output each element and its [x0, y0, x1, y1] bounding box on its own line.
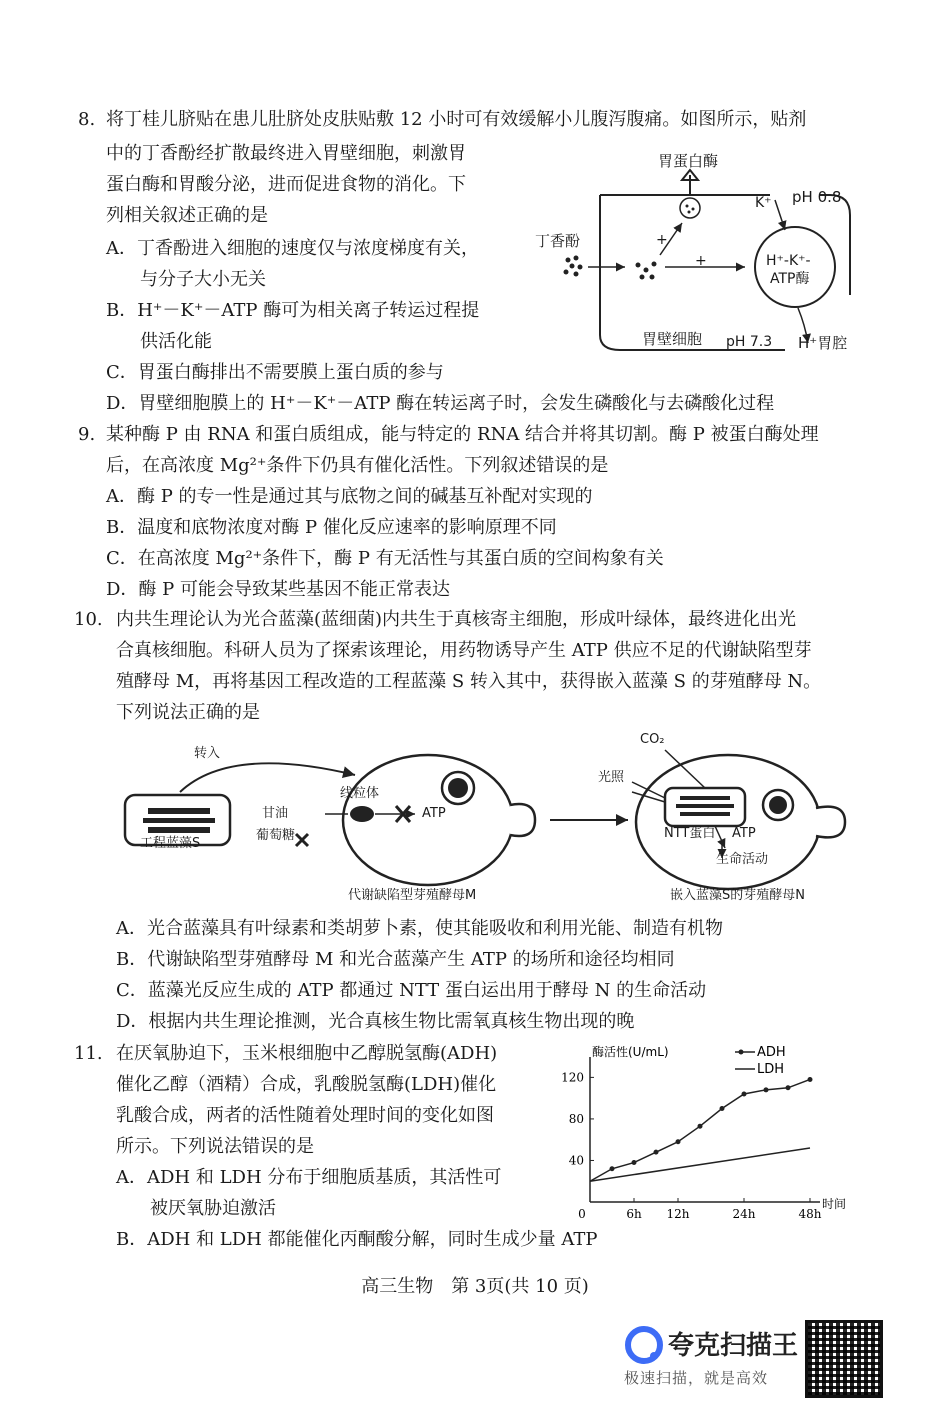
q8-option-d: D．胃壁细胞膜上的 H⁺－K⁺－ATP 酶在转运离子时，会发生磷酸化与去磷酸化过程	[106, 393, 775, 414]
ph-outside-label: pH 0.8	[792, 188, 842, 206]
q11-option-b: B．ADH 和 LDH 都能催化丙酮酸分解，同时生成少量 ATP	[116, 1229, 598, 1250]
k-in-arrow	[775, 200, 785, 230]
x-tick-label: 6h	[626, 1207, 642, 1221]
q9-option-d: D．酶 P 可能会导致某些基因不能正常表达	[106, 579, 450, 600]
transfer-arrow	[180, 763, 355, 792]
plus-sign-1: +	[656, 232, 668, 248]
eugenol-label: 丁香酚	[535, 232, 581, 250]
q11-line-1: 在厌氧胁迫下，玉米根细胞中乙醇脱氢酶(ADH)	[116, 1043, 498, 1064]
x-tick-label: 12h	[666, 1207, 690, 1221]
data-point-adh	[742, 1092, 747, 1097]
data-point-adh	[808, 1077, 813, 1082]
data-point-adh	[676, 1139, 681, 1144]
chart-svg	[545, 1042, 865, 1222]
brand-slogan: 极速扫描，就是高效	[624, 1369, 769, 1387]
q9-option-a: A．酶 P 的专一性是通过其与底物之间的碱基互补配对实现的	[106, 486, 593, 507]
q10-option-b: B．代谢缺陷型芽殖酵母 M 和光合蓝藻产生 ATP 的场所和途径均相同	[116, 949, 675, 970]
q8-line-2: 中的丁香酚经扩散最终进入胃壁细胞，刺激胃	[106, 143, 466, 164]
mitochondrion	[350, 806, 374, 822]
qr-code	[805, 1320, 883, 1398]
data-point-adh	[786, 1085, 791, 1090]
light-label: 光照	[598, 770, 625, 785]
pepsin-label: 胃蛋白酶	[658, 152, 719, 170]
legend-label-adh: ADH	[757, 1045, 786, 1060]
data-point-adh	[610, 1166, 615, 1171]
atp2-label: ATP	[732, 826, 756, 841]
q8-option-b: B．H⁺－K⁺－ATP 酶可为相关离子转运过程提	[106, 300, 480, 321]
enzyme-label-2: ATP酶	[770, 271, 810, 287]
data-point-adh	[698, 1124, 703, 1129]
q8-option-c: C．胃蛋白酶排出不需要膜上蛋白质的参与	[106, 362, 444, 383]
eugenol-molecules-inside	[636, 262, 657, 280]
k-ion-label: K⁺	[755, 195, 772, 211]
glucose-label: 葡萄糖	[256, 828, 296, 843]
q10-option-c: C．蓝藻光反应生成的 ATP 都通过 NTT 蛋白运出用于酵母 N 的生命活动	[116, 980, 707, 1001]
atp-label: ATP	[422, 806, 446, 821]
q9-option-c: C．在高浓度 Mg²⁺条件下，酶 P 有无活性与其蛋白质的空间构象有关	[106, 548, 664, 569]
cell-label: 胃壁细胞	[642, 330, 703, 348]
q8-option-a: A．丁香酚进入细胞的速度仅与浓度梯度有关，	[106, 238, 479, 259]
cyano-label: 工程蓝藻S	[140, 836, 201, 851]
q10-line-4: 下列说法正确的是	[116, 702, 260, 723]
enzyme-label-1: H⁺-K⁺-	[766, 253, 811, 269]
q8-line-1: 将丁桂儿脐贴在患儿肚脐处皮肤贴敷 12 小时可有效缓解小儿腹泻腹痛。如图所示，贴剂	[106, 109, 807, 130]
series-line-adh	[590, 1079, 810, 1181]
data-point-adh	[654, 1150, 659, 1155]
q8-diagram	[530, 145, 870, 360]
y-tick-label: 40	[568, 1153, 584, 1168]
brand-name: 夸克扫描王	[668, 1331, 799, 1361]
q9-line-1: 某种酶 P 由 RNA 和蛋白质组成，能与特定的 RNA 结合并将其切割。酶 P 被蛋白酶处理	[106, 424, 819, 445]
q10-line-1: 内共生理论认为光合蓝藻(蓝细菌)内共生于真核寄主细胞，形成叶绿体，最终进化出光	[116, 609, 797, 630]
x-tick-label: 24h	[732, 1207, 756, 1221]
q11-line-3: 乳酸合成，两者的活性随着处理时间的变化如图	[116, 1105, 494, 1126]
q8-number: 8.	[78, 109, 96, 130]
q9-number: 9.	[78, 424, 96, 445]
ntt-label: NTT蛋白	[664, 826, 716, 841]
glycerol-label: 甘油	[262, 806, 289, 821]
series-line-ldh	[590, 1148, 810, 1181]
plus-sign-2: +	[695, 253, 707, 269]
scanner-brand	[620, 1325, 800, 1395]
data-point-adh	[764, 1087, 769, 1092]
q11-option-a-cont: 被厌氧胁迫激活	[150, 1198, 276, 1219]
q8-line-3: 蛋白酶和胃酸分泌，进而促进食物的消化。下	[106, 174, 466, 195]
co2-label: CO₂	[640, 732, 665, 747]
x-tick-label: 48h	[798, 1207, 822, 1221]
q10-diagram-svg	[110, 730, 870, 910]
q11-line-2: 催化乙醇（酒精）合成，乳酸脱氢酶(LDH)催化	[116, 1074, 497, 1095]
yeast-m-label: 代谢缺陷型芽殖酵母M	[348, 888, 477, 903]
q11-line-4: 所示。下列说法错误的是	[116, 1136, 314, 1157]
h-ion-label: H⁺胃腔	[798, 334, 848, 352]
legend-label-ldh: LDH	[757, 1062, 785, 1077]
q11-option-a: A．ADH 和 LDH 分布于细胞质基质，其活性可	[116, 1167, 502, 1188]
yeast-n-bud	[816, 807, 845, 838]
x-axis-label: 时间	[822, 1197, 847, 1211]
data-point-adh	[632, 1160, 637, 1165]
y-tick-label: 120	[561, 1070, 584, 1085]
yeast-m-bud	[510, 804, 535, 836]
page-footer: 高三生物 第 3页(共 10 页)	[361, 1276, 589, 1297]
ph-inside-label: pH 7.3	[726, 334, 773, 350]
q8-line-4: 列相关叙述正确的是	[106, 205, 268, 226]
y-axis-label: 酶活性(U/mL)	[592, 1045, 669, 1059]
q9-line-2: 后，在高浓度 Mg²⁺条件下仍具有催化活性。下列叙述错误的是	[106, 455, 609, 476]
q8-option-b-cont: 供活化能	[140, 331, 212, 352]
q10-line-3: 殖酵母 M，再将基因工程改造的工程蓝藻 S 转入其中，获得嵌入蓝藻 S 的芽殖酵母 N。	[116, 671, 822, 692]
y-tick-label: 80	[568, 1111, 584, 1126]
q11-number: 11.	[74, 1043, 103, 1064]
x-tick-label: 0	[578, 1207, 586, 1221]
legend-marker-adh	[739, 1050, 744, 1055]
life-label: 生命活动	[716, 852, 769, 867]
glucose-blocked-x	[296, 834, 308, 846]
q10-diagram	[110, 730, 870, 910]
pepsin-exit-arrow	[682, 170, 698, 195]
mito-label: 线粒体	[340, 786, 380, 801]
q10-number: 10.	[74, 609, 103, 630]
enzyme-activity-chart	[545, 1042, 865, 1222]
q8-option-a-cont: 与分子大小无关	[140, 269, 266, 290]
yeast-n-label: 嵌入蓝藻S的芽殖酵母N	[670, 888, 805, 903]
q9-option-b: B．温度和底物浓度对酶 P 催化反应速率的影响原理不同	[106, 517, 557, 538]
q10-option-d: D．根据内共生理论推测，光合真核生物比需氧真核生物出现的晚	[116, 1011, 635, 1032]
q10-option-a: A．光合蓝藻具有叶绿素和类胡萝卜素，使其能吸收和利用光能、制造有机物	[116, 918, 723, 939]
q10-line-2: 合真核细胞。科研人员为了探索该理论，用药物诱导产生 ATP 供应不足的代谢缺陷型芽	[116, 640, 812, 661]
vesicle	[680, 198, 700, 218]
eugenol-molecules-outside	[564, 256, 583, 277]
transfer-label: 转入	[194, 746, 221, 761]
quark-logo-icon	[624, 1325, 664, 1365]
data-point-adh	[720, 1106, 725, 1111]
